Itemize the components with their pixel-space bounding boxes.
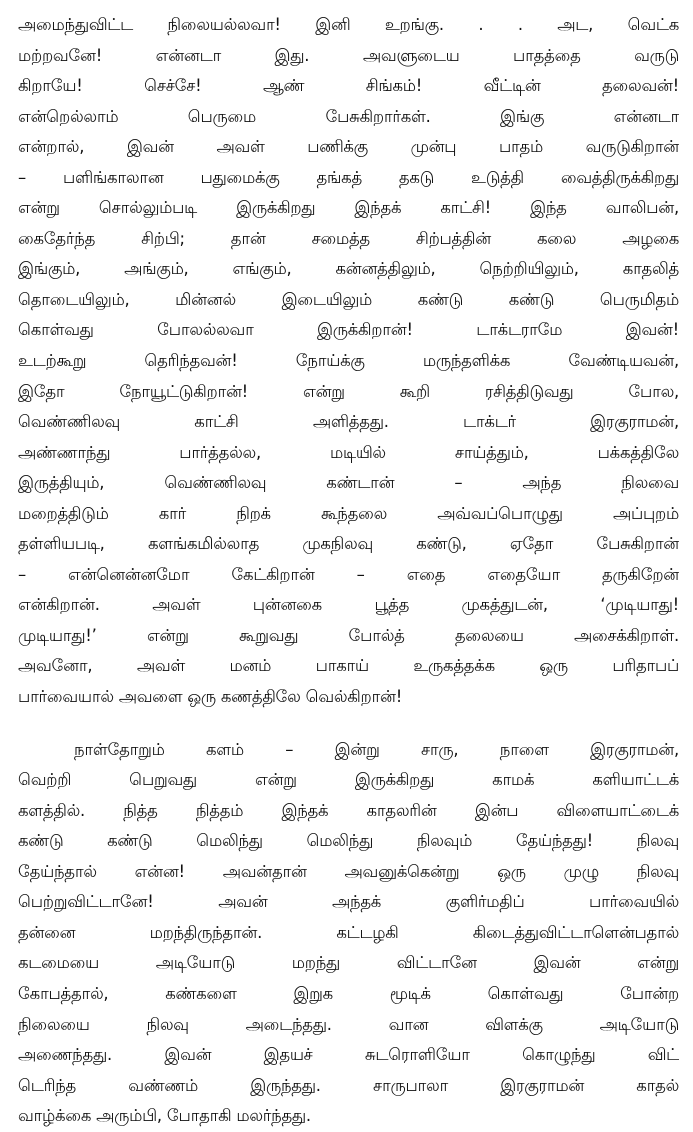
- text-line: அண்ணாந்து பார்த்தல்ல, மடியில் சாய்த்தும், பக்கத்திலே: [18, 442, 679, 462]
- text-line: இதோ நோயூட்டுகிறான்! என்று கூறி ரசித்திடுவது போல,: [18, 381, 679, 401]
- text-line: வெண்ணிலவு காட்சி அளித்தது. டாக்டர் இரகுராமன்,: [18, 412, 679, 432]
- text-line: என்று சொல்லும்படி இருக்கிறது இந்தக் காட்சி! இந்த வாலிபன்,: [18, 198, 679, 218]
- text-line: டெரிந்த வண்ணம் இருந்தது. சாருபாலா இரகுராமன் காதல்: [18, 1075, 679, 1095]
- text-line: – என்னென்னமோ கேட்கிறான் – எதை எதையோ தருகிறேன்: [18, 564, 679, 584]
- text-line: என்கிறான். அவள் புன்னகை பூத்த முகத்துடன், ‘முடியாது!: [18, 595, 679, 615]
- text-line: என்றால், இவன் அவள் பணிக்கு முன்பு பாதம் வருடுகிறான்: [18, 137, 679, 157]
- text-line: அணைந்தது. இவன் இதயச் சுடரொளியோ கொழுந்து விட்: [18, 1045, 679, 1065]
- text-line: இருத்தியும், வெண்ணிலவு கண்டான் – அந்த நிலவை: [18, 473, 679, 493]
- text-line: இங்கும், அங்கும், எங்கும், கன்னத்திலும், நெற்றியிலும், காதலித்: [18, 259, 679, 279]
- text-line: களத்தில். நித்த நித்தம் இந்தக் காதலரின் இன்ப விளையாட்டைக்: [18, 800, 679, 820]
- text-line: வெற்றி பெறுவது என்று இருக்கிறது காமக் களியாட்டக்: [18, 770, 679, 790]
- paragraph: [18, 10, 679, 713]
- text-line: தேய்ந்தால் என்ன! அவன்தான் அவனுக்கென்று ஒரு முழு நிலவு: [18, 861, 679, 881]
- text-line: நிலையை நிலவு அடைந்தது. வான விளக்கு அடியோடு: [18, 1014, 679, 1034]
- text-line: கோபத்தால், கண்களை இறுக மூடிக் கொள்வது போன்ற: [18, 983, 679, 1003]
- text-line: வாழ்க்கை அரும்பி, போதாகி மலர்ந்தது.: [18, 1106, 311, 1126]
- text-line: பெற்றுவிட்டானே! அவன் அந்தக் குளிர்மதிப் பார்வையில்: [18, 892, 679, 912]
- text-line: – பளிங்காலான பதுமைக்கு தங்கத் தகடு உடுத்தி வைத்திருக்கிறது: [18, 167, 679, 187]
- paragraph: [18, 735, 679, 1132]
- text-line: கைதேர்ந்த சிற்பி; தான் சமைத்த சிற்பத்தின் கலை அழகை: [18, 228, 679, 248]
- text-line: கொள்வது போலல்லவா இருக்கிறான்! டாக்டராமே இவன்!: [18, 320, 679, 340]
- text-line: முடியாது!’ என்று கூறுவது போல்த் தலையை அசைக்கிறாள்.: [18, 625, 679, 645]
- text-line: கிறாயே! செச்சே! ஆண் சிங்கம்! வீட்டின் தலைவன்!: [18, 76, 679, 96]
- text-line: மற்றவனே! என்னடா இது. அவளுடைய பாதத்தை வருடு: [18, 45, 679, 65]
- text-line: தன்னை மறந்திருந்தான். கட்டழகி கிடைத்துவிட்டாளென்பதால்: [18, 922, 679, 942]
- text-line: கடமையை அடியோடு மறந்து விட்டானே இவன் என்று: [18, 953, 679, 973]
- text-line: பார்வையால் அவளை ஒரு கணத்திலே வெல்கிறான்!: [18, 687, 403, 707]
- text-line: அவனோ, அவள் மனம் பாகாய் உருகத்தக்க ஒரு பரிதாபப்: [18, 656, 679, 676]
- text-line: அமைந்துவிட்ட நிலையல்லவா! இனி உறங்கு. . . அட, வெட்க: [18, 15, 679, 34]
- text-line: என்றெல்லாம் பெருமை பேசுகிறார்கள். இங்கு என்னடா: [18, 106, 679, 126]
- text-line: கண்டு கண்டு மெலிந்து மெலிந்து நிலவும் தேய்ந்தது! நிலவு: [18, 831, 679, 851]
- text-line: தள்ளியபடி, களங்கமில்லாத முகநிலவு கண்டு, ஏதோ பேசுகிறான்: [18, 534, 679, 554]
- text-line: மறைத்திடும் கார் நிறக் கூந்தலை அவ்வப்பொழுது அப்புறம்: [18, 503, 679, 523]
- text-line: நாள்தோறும் களம் – இன்று சாரு, நாளை இரகுராமன்,: [74, 739, 679, 759]
- text-line: தொடையிலும், மின்னல் இடையிலும் கண்டு கண்டு பெருமிதம்: [18, 289, 679, 309]
- text-line: உடற்கூறு தெரிந்தவன்! நோய்க்கு மருந்தளிக்க வேண்டியவன்,: [18, 351, 679, 371]
